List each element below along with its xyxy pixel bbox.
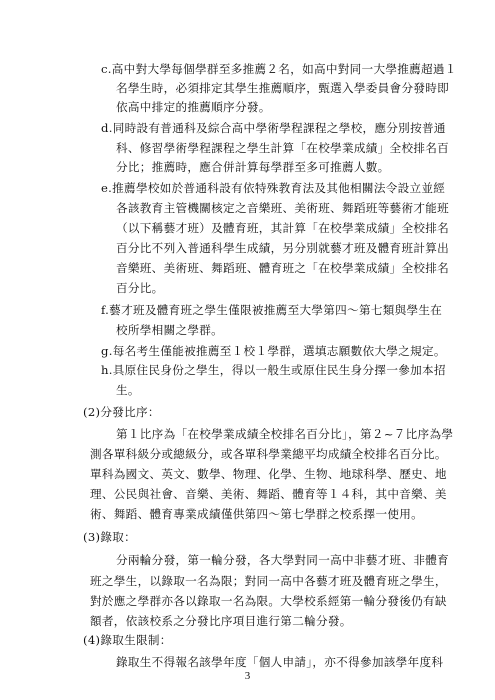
- page-number: 3: [244, 670, 251, 682]
- section-2-line-1: 第１比序為「在校學業成績全校排名百分比」，第２~７比序為學: [116, 427, 454, 441]
- item-c-marker: c.: [101, 62, 112, 76]
- item-e-line-4: 百分比不列入普通科學生成績，另分別就藝才班及體育班計算出: [116, 241, 450, 255]
- section-4-line-1: 錄取生不得報名該學年度「個人申請」，亦不得參加該學年度科: [116, 655, 444, 669]
- item-e-line-3: （以下稱藝才班）及體育班，其計算「在校學業成績」全校排名: [116, 221, 450, 235]
- section-2-line-2: 測各單科級分或總級分，或各單科學業總平均成績全校排名百分比。: [90, 447, 447, 461]
- item-c-line-2: 名學生時，必須排定其學生推薦順序，甄選入學委員會分發時即: [116, 81, 450, 95]
- section-3-heading: (3)錄取：: [83, 530, 137, 544]
- item-f-marker: f.: [101, 303, 110, 317]
- section-2-line-5: 術、舞蹈、體育專業成績僅供第四～第七學群之校系擇一使用。: [90, 507, 424, 521]
- item-f-line-1: f.藝才班及體育班之學生僅限被推薦至大學第四～第七類與學生在: [101, 303, 443, 317]
- section-2-line-3: 單科為國文、英文、數學、物理、化學、生物、地球科學、歷史、地: [90, 467, 447, 481]
- item-e-marker: e.: [101, 181, 113, 195]
- section-3-line-3: 對於應之學群亦各以錄取一名為限。大學校系經第一輪分發後仍有缺: [90, 594, 447, 608]
- item-d-line-3: 分比；推薦時，應合併計算每學群至多可推薦人數。: [116, 160, 390, 174]
- item-e-line-2: 各該教育主管機關核定之音樂班、美術班、舞蹈班等藝術才能班: [116, 201, 450, 215]
- item-e-line-1: e.推薦學校如於普通科設有依特殊教育法及其他相關法令設立並經: [101, 181, 446, 195]
- section-3-line-2: 班之學生，以錄取一名為限；對同一高中各藝才班及體育班之學生，: [90, 574, 447, 588]
- section-2-heading: (2)分發比序：: [83, 405, 160, 419]
- item-f-line-2: 校所學相關之學群。: [116, 323, 224, 337]
- item-h-line-1: h.具原住民身份之學生，得以一般生或原住民生身分擇一參加本招: [101, 363, 446, 377]
- item-e-line-6: 百分比。: [116, 281, 164, 295]
- item-c-line-1: c.高中對大學每個學群至多推薦２名，如高中對同一大學推薦超過１: [101, 62, 457, 76]
- item-h-line-2: 生。: [116, 383, 140, 397]
- item-g-line-1: g.每名考生僅能被推薦至１校１學群，選填志願數依大學之規定。: [101, 344, 446, 358]
- section-3-line-1: 分兩輪分發，第一輪分發，各大學對同一高中非藝才班、非體育: [116, 553, 450, 567]
- item-g-marker: g.: [101, 344, 113, 358]
- item-h-marker: h.: [101, 363, 113, 377]
- item-e-line-5: 音樂班、美術班、舞蹈班、體育班之「在校學業成績」全校排名: [116, 261, 450, 275]
- item-d-line-2: 科、修習學術學程課程之學生計算「在校學業成績」全校排名百: [116, 141, 450, 155]
- item-c-line-3: 依高中排定的推薦順序分發。: [116, 100, 271, 114]
- item-d-line-1: d.同時設有普通科及綜合高中學術學程課程之學校，應分別按普通: [101, 121, 446, 135]
- section-3-line-4: 額者，依該校系之分發比序項目進行第二輪分發。: [90, 614, 352, 628]
- item-d-marker: d.: [101, 121, 113, 135]
- section-2-line-4: 理、公民與社會、音樂、美術、舞蹈、體育等１４科，其中音樂、美: [90, 487, 447, 501]
- section-4-heading: (4)錄取生限制：: [83, 633, 172, 647]
